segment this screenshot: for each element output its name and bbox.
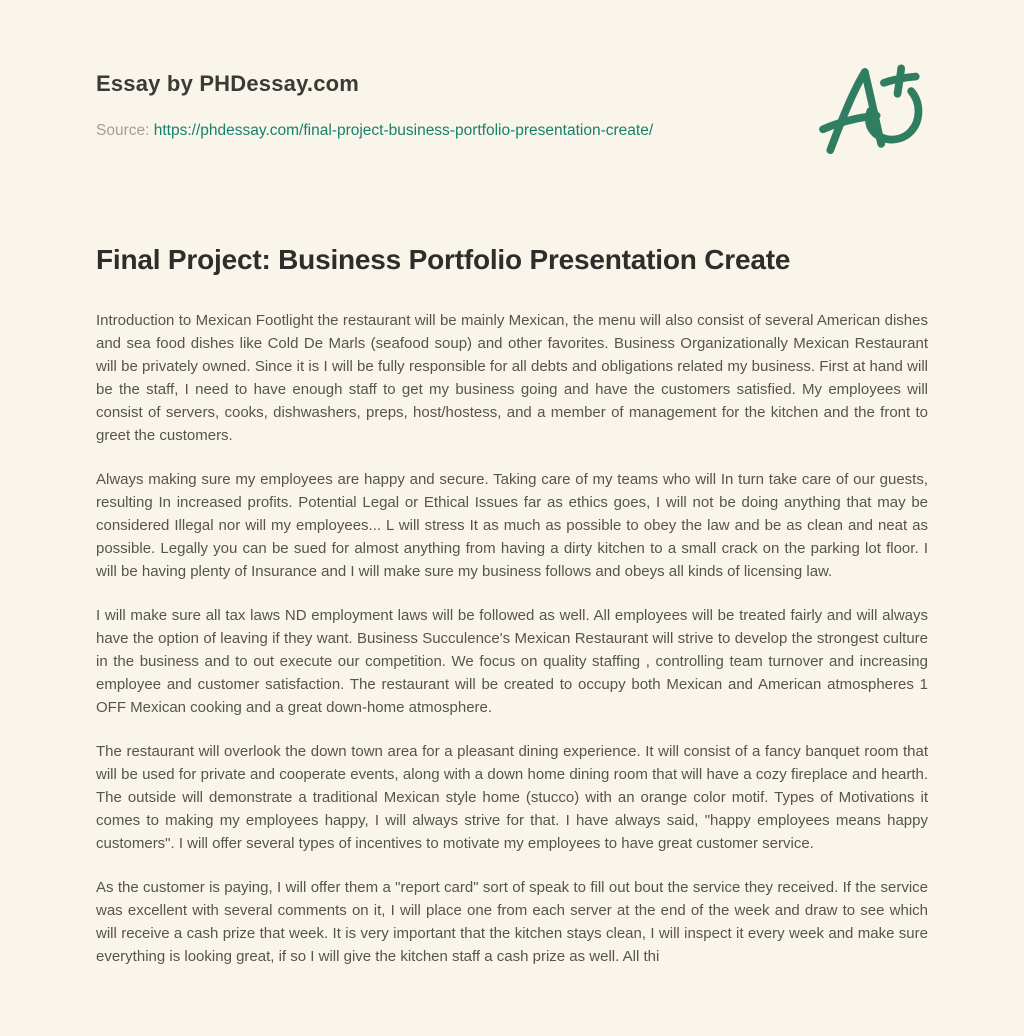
header-text-block xyxy=(96,70,653,142)
source-url-link[interactable]: https://phdessay.com/final-project-business-portfolio-presentation-create/ xyxy=(153,122,654,139)
essay-paragraph: Introduction to Mexican Footlight the restaurant will be mainly Mexican, the menu will also consist of several American dishes and sea food dishes like Cold De Marls (seafood soup) and other favorites. Business Organizationally Mexican Restaurant will be privately owned. Since it is I will be fully responsible for all debts and obligations related my business. First at hand will be the staff, I need to have enough staff to get my business going and have the customers satisfied. My employees will consist of servers, cooks, dishwashers, preps, host/hostess, and a member of management for the kitchen and the front to greet the customers. xyxy=(96,312,928,444)
essay-title: Final Project: Business Portfolio Presentation Create xyxy=(96,244,791,275)
a-plus-logo-icon xyxy=(818,62,928,162)
page-header xyxy=(96,70,928,162)
essay-paragraph: As the customer is paying, I will offer them a "report card" sort of speak to fill out bout the service they received. If the service was excellent with several comments on it, I will place one from each server at the end of the week and draw to see which will receive a cash prize that week. It is very important that the kitchen stays clean, I will inspect it every week and make sure everything is looking great, if so I will give the kitchen staff a cash prize as well. All thi xyxy=(96,879,928,965)
essay-paragraph: The restaurant will overlook the down town area for a pleasant dining experience. It will consist of a fancy banquet room that will be used for private and cooperate events, along with a down home dining room that will have a cozy fireplace and hearth. The outside will demonstrate a traditional Mexican style home (stucco) with an orange color motif. Types of Motivations it comes to making my employees happy, I will always strive for that. I have always said, "happy employees means happy customers". I will offer several types of incentives to motivate my employees to have great customer service. xyxy=(96,743,928,852)
essay-body xyxy=(96,309,928,968)
source-line xyxy=(96,120,653,142)
site-title: Essay by PHDessay.com xyxy=(96,71,360,96)
essay-paragraph: Always making sure my employees are happy and secure. Taking care of my teams who will In turn take care of our guests, resulting In increased profits. Potential Legal or Ethical Issues far as ethics goes, I will not be doing anything that may be considered Illegal nor will my employees... L will stress It as much as possible to obey the law and be as clean and neat as possible. Legally you can be sued for almost anything from having a dirty kitchen to a small crack on the parking lot floor. I will be having plenty of Insurance and I will make sure my business follows and obeys all kinds of licensing law. xyxy=(96,471,928,580)
essay-paragraph: I will make sure all tax laws ND employment laws will be followed as well. All employees will be treated fairly and will always have the option of leaving if they want. Business Succulence's Mexican Restaurant will strive to develop the strongest culture in the business and to out execute our competition. We focus on quality staffing , controlling team turnover and increasing employee and customer satisfaction. The restaurant will be created to occupy both Mexican and American atmospheres 1 OFF Mexican cooking and a great down-home atmosphere. xyxy=(96,607,928,716)
source-label: Source: xyxy=(96,122,150,139)
